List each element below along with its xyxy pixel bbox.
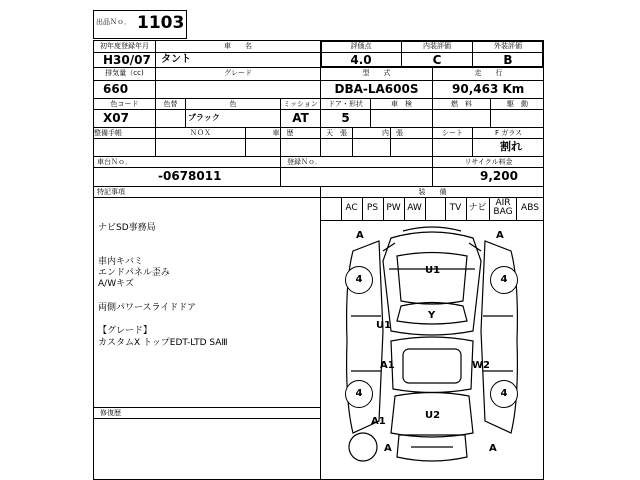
- maintenance-book-label: 整備手帳: [94, 129, 122, 137]
- history-label: 車 歴: [272, 129, 294, 137]
- mark-left-door: A1: [380, 360, 395, 371]
- chassis-number-value: -0678011: [158, 169, 222, 183]
- tyre-rear-left: 4: [345, 380, 373, 408]
- interior-grade-label: 内装評価: [423, 42, 451, 50]
- model-label: 型 式: [362, 69, 391, 77]
- equipment-navi: ナビ: [468, 203, 487, 213]
- seat-label: シート: [442, 129, 463, 137]
- mileage-label: 走 行: [474, 69, 503, 77]
- interior-grade-value: C: [432, 53, 442, 67]
- displacement-value: 660: [103, 82, 129, 96]
- color-label: 色: [229, 100, 237, 108]
- color-change-label: 色替: [163, 100, 178, 108]
- nox-label: ＮＯＸ: [190, 129, 211, 137]
- mark-roof-rear: U2: [425, 410, 441, 421]
- equipment-aw: AW: [407, 203, 422, 213]
- front-glass-label: F ガラス: [494, 129, 523, 137]
- transmission-label: ミッション: [283, 100, 318, 108]
- mark-rear-left: A1: [371, 416, 386, 427]
- score-value: 4.0: [350, 53, 372, 67]
- transmission-value: AT: [292, 111, 309, 125]
- interior-trim-label: 内 張: [382, 129, 403, 137]
- first-registration-label: 初年度登録年月: [100, 42, 149, 50]
- equipment-abs: ABS: [521, 203, 539, 213]
- color-code-label: 色コード: [110, 100, 139, 108]
- note-line: エンドパネル歪み: [98, 268, 170, 278]
- doors-value: 5: [341, 111, 350, 125]
- inspection-label: 車 検: [391, 100, 412, 108]
- exterior-grade-label: 外装評価: [494, 42, 522, 50]
- mileage-value: 90,463 Km: [452, 82, 525, 96]
- score-label: 評価点: [350, 42, 372, 50]
- car-diagram: [321, 221, 543, 479]
- recycle-fee-value: 9,200: [480, 169, 518, 183]
- mark-bumper-left: A: [384, 443, 392, 454]
- mark-hood: U1: [425, 265, 441, 276]
- ceiling-label: 天 張: [326, 129, 347, 137]
- mark-front-right: A: [496, 230, 504, 241]
- model-value: DBA-LA600S: [334, 82, 419, 96]
- first-registration-value: H30/07: [103, 53, 151, 67]
- tyre-front-right: 4: [490, 266, 518, 294]
- tyre-rear-right: 4: [490, 380, 518, 408]
- displacement-label: 排気量（cc): [105, 69, 144, 77]
- note-line: 両側パワースライドドア: [98, 303, 197, 313]
- exterior-grade-value: B: [503, 53, 513, 67]
- chassis-number-label: 車台Ｎｏ．: [97, 158, 132, 166]
- note-line: A/Wキズ: [98, 279, 134, 289]
- mark-bumper-right: A: [489, 443, 497, 454]
- doors-label: ドア・形状: [328, 100, 363, 108]
- mark-front-left: A: [356, 230, 364, 241]
- car-name-label: 車 名: [224, 42, 252, 50]
- color-value: ブラック: [188, 113, 220, 122]
- equipment-airbag: AIR BAG: [493, 198, 513, 217]
- recycle-fee-label: リサイクル料金: [464, 158, 513, 166]
- grade-label: グレード: [224, 69, 252, 77]
- notes-header: 特記事項: [97, 188, 125, 196]
- note-line: カスタムX トップEDT-LTD SAⅢ: [98, 338, 228, 348]
- mark-left-fender: U1: [376, 320, 392, 331]
- fuel-label: 燃 料: [451, 100, 472, 108]
- registration-number-label: 登録Ｎｏ．: [287, 158, 322, 166]
- repair-history-label: 修復歴: [100, 409, 121, 417]
- equipment-ps: PS: [366, 203, 379, 213]
- note-line: ナビSD事務局: [98, 223, 156, 233]
- mark-windshield: Y: [428, 310, 436, 321]
- front-glass-value: 割れ: [500, 140, 522, 153]
- lot-number-label: 出品Ｎｏ．: [96, 18, 131, 26]
- note-line: 車内キバミ: [98, 257, 144, 267]
- color-code-value: X07: [103, 111, 129, 125]
- tyre-front-left: 4: [345, 266, 373, 294]
- lot-number: 1103: [137, 13, 185, 33]
- drive-label: 駆 動: [507, 100, 528, 108]
- equipment-tv: TV: [449, 203, 462, 213]
- equipment-pw: PW: [386, 203, 401, 213]
- car-name-value: タント: [161, 54, 191, 65]
- equipment-header: 装 備: [418, 188, 447, 196]
- note-line: 【グレード】: [98, 326, 153, 336]
- equipment-ac: AC: [345, 203, 358, 213]
- mark-right-door: W2: [472, 360, 490, 371]
